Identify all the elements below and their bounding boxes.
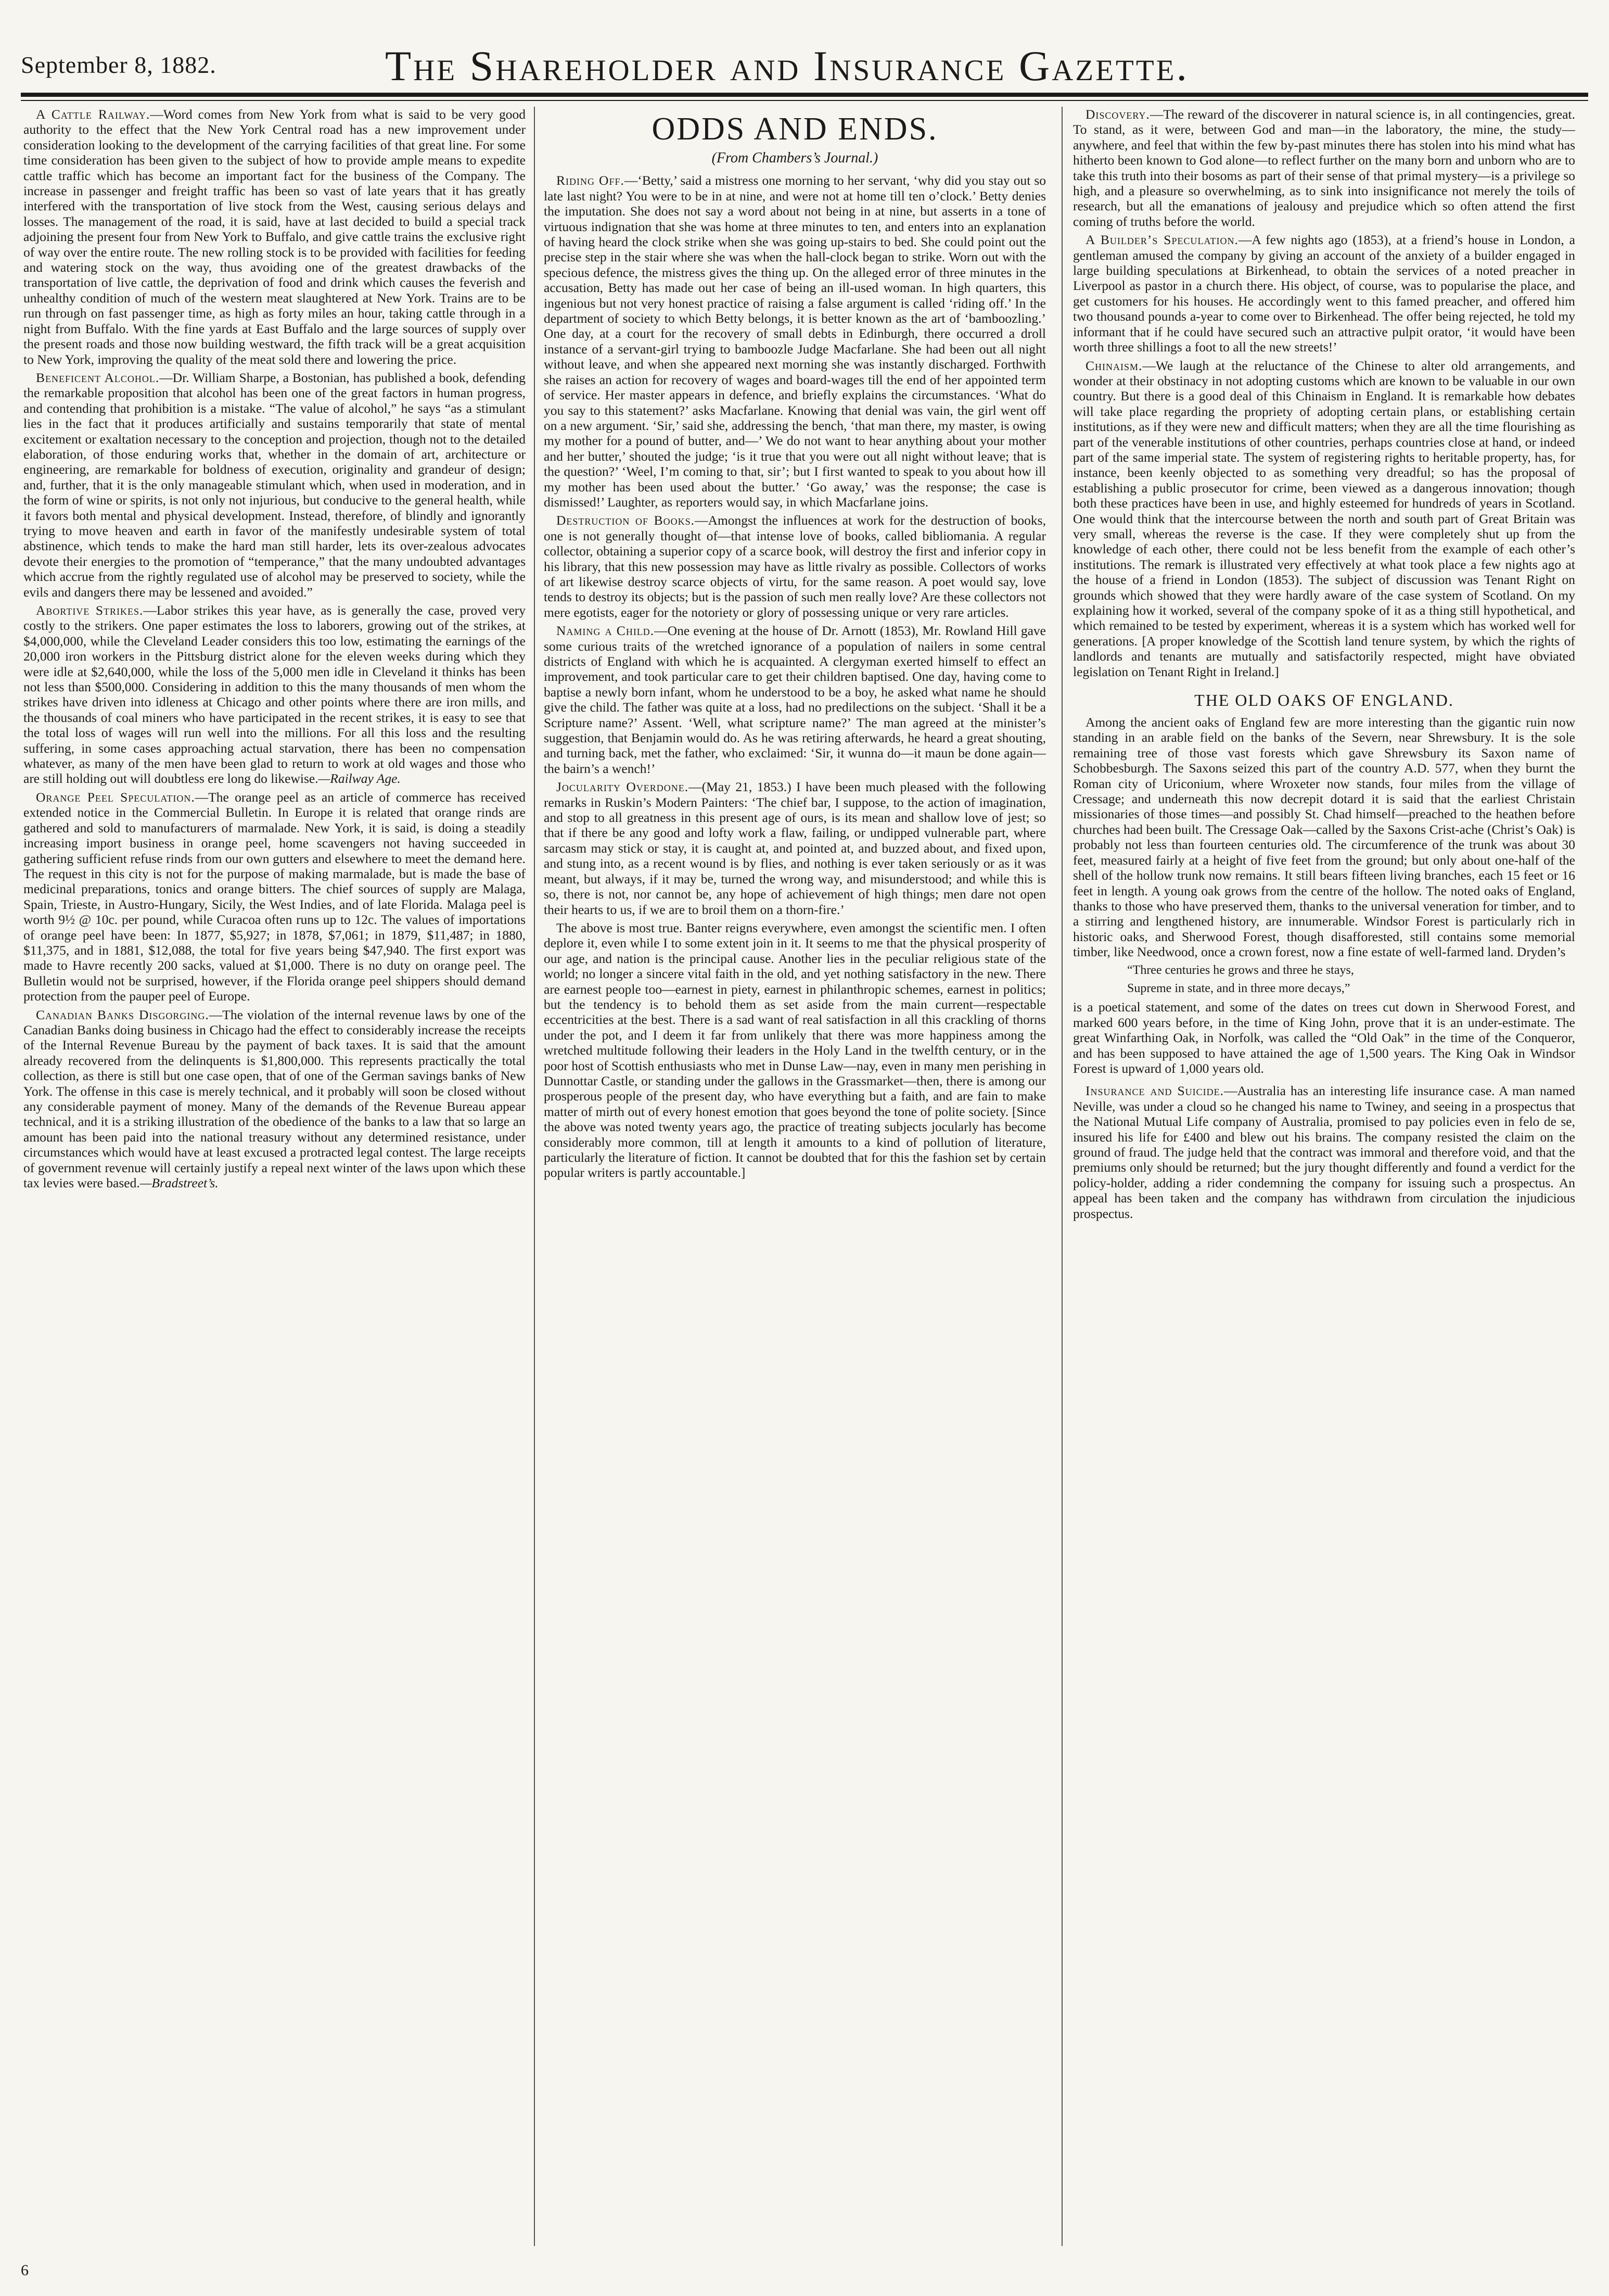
issue-date: September 8, 1882.	[21, 52, 216, 78]
oaks-heading: THE OLD OAKS OF ENGLAND.	[1194, 691, 1454, 710]
oaks-article: Among the ancient oaks of England few are more interesting than the gigantic ruin now standing in an arable field on the banks of the Severn, near Shrewsbury. It is the sole remaining tree of those vast forests which gave Shrewsbury its Saxon name of Schobbesburgh. The Saxons seized this part of the country A.D. 577, when they burnt the Roman city of Uriconium, where Wroxeter now stands, four miles from the village of Cressage; and underneath this now decrepit dotard it is said that the earliest Christain missionaries of those times—and possibly St. Chad himself—preached to the heathen before churches had been built. The Cressage Oak—called by the Saxons Crist-ache (Christ’s Oak) is probably not less than fourteen centuries old. The circumference of the trunk was about 30 feet, measured fairly at a height of five feet from the ground; but only about one-half of the shell of the hollow trunk now remains. It still bears fifteen living branches, each 15 feet or 16 feet in length. A young oak grows from the centre of the hollow. The noted oaks of England, thanks to those who have preserved them, thanks to the universal veneration for timber, and to a stirring and lengthened history, are innumerable. Windsor Forest is particularly rich in historic oaks, and Sherwood Forest, though disafforested, still contains some memorial timber, like Needwood, once a crown forest, now a fine estate of well-farmed land. Dryden’s	[1073, 715, 1575, 960]
article-body: —The reward of the discoverer in natural science is, in all contingencies, great. To stand, as it were, between God and man—in the laboratory, the mine, the study—anywhere, and feel that within the few by-past minutes there has stolen into his mind what has hitherto been known to God alone—to reflect further on the many born and unborn who are to take this truth into their bosoms as part of their sense of that primal mystery—is a privilege so high, and a pleasure so overwhelming, as to sink into insignificance not merely the toils of research, but all the emanations of jealousy and prejudice which so often attend the first coming of truths before the world.	[1073, 107, 1575, 229]
article-body: —A few nights ago (1853), at a friend’s house in London, a gentleman amused the company by giving an account of the anxiety of a builder engaged in large building speculations at Birkenhead, to obtain the services of a noted preacher in Liverpool as pastor in a church there. His object, of course, was to popularise the place, and get customers for his houses. He accordingly went to this famed preacher, and offered him two thousand pounds a-year to come over to Birkenhead. The offer being rejected, he told my informant that if he could have secured such an attractive pulpit orator, ‘it would have been worth three shillings a foot to all the new streets!’	[1073, 232, 1575, 355]
left-column	[23, 107, 526, 2246]
article-body: —Word comes from New York from what is said to be very good authority to the effect that the New York Central road has a new improvement under consideration looking to the development of the carrying facilities of that great line. For some time consideration has been given to the subject of how to provide ample means to expedite cattle traffic which has become an important fact for the business of the Company. The increase in passenger and freight traffic has been so vast of late years that it has greatly interfered with the transportation of live stock from the West, causing serious delays and losses. The management of the road, it is said, have at last decided to build a special track adjoining the present four from New York to Buffalo, and give cattle trains the exclusive right of way over the entire route. The new rolling stock is to be provided with facilities for feeding and watering stock on the way, thus avoiding one of the greatest drawbacks of the transportation of live cattle, the deprivation of food and drink which causes the feverish and unhealthy condition of much of the western meat slaughtered at New York. Trains are to be run through on fast passenger time, as high as forty miles an hour, taking cattle through in a night from Buffalo. With the fine yards at East Buffalo and the large sources of supply over the present roads and those now building westward, the fifth track will be a great acquisition to New York, improving the quality of the meat sold there and lowering the price.	[23, 107, 526, 367]
article	[544, 513, 1046, 620]
article-headline: Beneficent Alcohol.	[36, 370, 160, 385]
section-source: (From Chambers’s Journal.)	[711, 150, 878, 166]
article-headline: Orange Peel Speculation.	[36, 789, 195, 805]
folio-mark: 6	[21, 2262, 29, 2279]
article-body: —One evening at the house of Dr. Arnott (1853), Mr. Rowland Hill gave some curious traits of the wretched ignorance of a population of nailers in some central districts of England with which he is acquainted. A clergyman exerted himself to effect an improvement, and took particular care to get their children baptised. One day, having come to baptise a newly born infant, whom he understood to be a boy, he asked what name he should give the child. The father was quite at a loss, had no predilections on the subject. ‘Shall it be a Scripture name?’ Assent. ‘Well, what scripture name?’ The man agreed at the minister’s suggestion, that Benjamin would do. As he was retiring afterwards, he heard a great shouting, and turning back, met the father, who exclaimed: ‘Sir, it wunna do—it maun be done again—the bairn’s a wench!’	[544, 623, 1046, 776]
right-column	[1073, 107, 1575, 2246]
article-body: —Dr. William Sharpe, a Bostonian, has published a book, defending the remarkable proposition that alcohol has been one of the great factors in human progress, and contending that prohibition is a mistake. “The value of alcohol,” he says “as a stimulant lies in the fact that it produces artificially and sustains temporarily that state of mental excitement or exaltation necessary to the conception and projection, though not to the detailed elaboration, of those enduring works that, whether in the domain of art, architecture or engineering, are remarkable for boldness of execution, originality and grandeur of design; and, further, that it is the only manageable stimulant which, when used in moderation, and in the form of wine or spirits, is not only not injurious, but conducive to the general health, while it favors both mental and physical development. Instead, therefore, of blindly and ignorantly trying to move heaven and earth in favor of the manifestly undesirable system of total abstinence, which tends to make the hard man still harder, lets its over-zealous advocates devote their energies to the promotion of “temperance,” that the many undoubted advantages which accrue from the rightly regulated use of alcohol may be preserved to society, while the evils and dangers there may be lessened and avoided.”	[23, 370, 526, 600]
column-divider	[534, 107, 535, 2246]
article-headline: Canadian Banks Disgorging.	[36, 1007, 209, 1022]
header-rule-thick	[21, 93, 1588, 97]
article-headline: Jocularity Overdone.	[556, 779, 689, 795]
oaks-article-continued: is a poetical statement, and some of the dates on trees cut down in Sherwood Forest, and marked 600 years before, in the time of King John, prove that it is an under-estimate. The great Winfarthing Oak, in Norfolk, was called the “Old Oak” in the time of the Conqueror, and has been supposed to have attained the age of 1,500 years. The King Oak in Windsor Forest is upward of 1,000 years old.	[1073, 999, 1575, 1076]
verse-line: “Three centuries he grows and three he stays,	[1127, 963, 1354, 977]
section-heading: ODDS AND ENDS.	[652, 111, 938, 147]
article	[23, 370, 526, 600]
article-body: —Australia has an interesting life insurance case. A man named Neville, was under a cloud so he changed his name to Twiney, and seeing in a prospectus that the National Mutual Life company of Australia, promised to pay policies even in felo de se, insured his life for £400 and blew out his brains. The company resisted the claim on the ground of fraud. The judge held that the contract was immoral and therefore void, and that the premiums only should be returned; but the jury thought differently and found a verdict for the policy-holder, adding a rider condemning the company for issuing such a prospectus. An appeal has been taken and the company has withdrawn from circulation the injudicious prospectus.	[1073, 1083, 1575, 1221]
article-body: —(May 21, 1853.) I have been much pleased with the following remarks in Ruskin’s Modern Painters: ‘The chief bar, I suppose, to the action of imagination, and stop to all greatness in this present age of ours, is its mean and shallow love of jest; so that if there be any good and lofty work a flaw, failing, or undipped vulnerable part, where sarcasm may stick or stay, it is caught at, and pointed at, and buzzed about, and fixed upon, and stung into, as a recent wound is by flies, and nothing is ever taken seriously or as it was meant, but always, if it may be, turned the wrong way, and misunderstood; and while this is so, there is not, nor cannot be, any hope of achievement of high things; men dare not open their hearts to us, if we are to broil them on a thorn-fire.’	[544, 779, 1046, 917]
masthead	[21, 42, 1588, 99]
header-rule-thin	[21, 100, 1588, 101]
article-body: The above is most true. Banter reigns everywhere, even amongst the scientific men. I often deplore it, even while I to some extent join in it. It seems to me that the physical prosperity of our age, and nation is the principal cause. Another lies in the peculiar religious state of the world; no longer a sincere vital faith in the old, and yet nothing satisfactory in the new. There are earnest people too—earnest in piety, earnest in philanthropic schemes, earnest in politics; but the tendency is to behold them as set aside from the main current—respectable eccentricities at the best. There is a sad want of real satisfaction in all this crackling of thorns under the pot, and I deem it far from unlikely that there was more happiness among the wretched multitude following their leaders in the Holy Land in the twelfth century, or in the poor host of Scottish enthusiasts who met in Dunse Law—nay, even in many men perishing in Dunnottar Castle, or standing under the gallows in the Grassmarket—then, there is among our prosperous people of the present day, who have everything but a faith, and are fain to make matter of mirth out of every honest emotion that goes beyond the tone of polite society. [Since the above was noted twenty years ago, the practice of treating subjects jocularly has become considerably more common, till at length it amounts to a kind of pollution of literature, particularly the literature of fiction. It cannot be doubted that for this the fashion set by certain popular writers is partly accountable.]	[544, 920, 1046, 1181]
article-headline: Naming a Child.	[556, 623, 655, 639]
article	[1073, 107, 1575, 229]
article-body: —The orange peel as an article of commerce has received extended notice in the Commercial Bulletin. In Europe it is related that orange rinds are gathered and sold to manufacturers of marmalade. New York, it is said, is doing a steadily increasing import business in orange peel, home scavengers not having succeeded in gathering sufficient refuse rinds from our own gutters and elsewhere to meet the demand here. The request in this city is not for the purpose of making marmalade, but is made the base of medicinal preparations, tonics and orange bitters. The chief sources of supply are Malaga, Spain, Trieste, in Austro-Hungary, Sicily, the West Indies, and of late Florida. Malaga peel is worth 9½ @ 10c. per pound, while Curacoa often runs up to 12c. The values of importations of orange peel have been: In 1877, $5,927; in 1878, $7,061; in 1879, $11,487; in 1880, $11,375, and in 1881, $12,088, the total for five years being $47,940. The first export was made to Havre recently 200 sacks, valued at $1,000. There is no duty on orange peel. The Bulletin would not be surprised, however, if the Florida orange peel shippers should demand protection from the pauper peel of Europe.	[23, 789, 526, 1004]
article	[544, 173, 1046, 510]
article	[23, 603, 526, 787]
article-body: —Labor strikes this year have, as is generally the case, proved very costly to the strikers. One paper estimates the loss to laborers, growing out of the strikes, at $4,000,000, while the Cleveland Leader considers this too low, estimating the earnings of the 20,000 iron workers in the Pittsburg district alone for the eleven weeks during which they were idle at $2,640,000, while the loss of the 5,000 men idle in Cleveland it thinks has been not less than $500,000. Considering in addition to this the many thousands of men whom the strikes have driven into idleness at Chicago and other points where there are iron mills, and the thousands of coal miners who have participated in the recent strikes, it is easy to see that the total loss of wages will run well into the millions. For all this loss and the resulting suffering, in some cases approaching actual starvation, there has been no compensation whatever, as many of the men have been glad to return to work at old wages and those who are still holding out will doubtless ere long do likewise.	[23, 603, 526, 787]
article-headline: Chinaism.	[1086, 358, 1143, 373]
middle-column	[544, 107, 1046, 2246]
article	[544, 779, 1046, 917]
article-headline: Insurance and Suicide.	[1086, 1083, 1224, 1099]
verse-line: Supreme in state, and in three more decays,”	[1127, 981, 1350, 995]
article-body: —We laugh at the reluctance of the Chinese to alter old arrangements, and wonder at their obstinacy in not adopting customs which are known to be valuable in our own country. But there is a good deal of this Chinaism in England. It is remarkable how debates will take place regarding the propriety of adopting certain plans, or establishing certain institutions, as if they were new and difficult matters; when they are all the time flourishing as part of the venerable institutions of other countries, perhaps countries close at hand, or indeed part of the same imperial state. The system of registering rights to heritable property, has, for instance, been keenly objected to as something very dreadful; so has the proposal of establishing a public prosecutor for crime, been viewed as a dangerous innovation; though both these practices have been in use, and highly esteemed for hundreds of years in Scotland. One would think that the intercourse between the north and south part of Great Britain was very small, whereas the reverse is the case. If they were completely shut up from the knowledge of each other, there could not be less benefit from the example of each other’s institutions. The remark is illustrated very effectively at what took place a few nights ago at the house of a friend in London (1853). The subject of discussion was Tenant Right on grounds which showed that they were hardly aware of the case system of Scotland. On my explaining how it worked, several of the company spoke of it as a thing still hypothetical, and which remained to be tested by experiment, whereas it is a system which has worked well for generations. [A proper knowledge of the Scottish land tenure system, by which the rights of landlords and tenants are mutually and satisfactorily respected, might have obviated legislation on Tenant Right in Ireland.]	[1073, 358, 1575, 679]
article	[544, 623, 1046, 776]
article-body: —The violation of the internal revenue laws by one of the Canadian Banks doing business in Chicago had the effect to considerably increase the receipts of the Internal Revenue Bureau by the payment of back taxes. It is said that the amount already recovered from the delinquents is $1,800,000. This represents practically the total collection, as there is still but one case open, that of one of the German savings banks of New York. The offense in this case is merely technical, and it probably will soon be closed without any considerable payment of money. Many of the demands of the Revenue Bureau appear technical, and it is a striking illustration of the obedience of the banks to a law that so large an amount has been paid into the national treasury without any determined resistance, under circumstances which would have at least excused a protracted legal contest. The large receipts of government revenue will certainly justify a repeal next winter of the laws upon which these tax levies were based.	[23, 1007, 526, 1191]
column-divider	[1062, 107, 1063, 2246]
article-headline: Riding Off.	[556, 173, 624, 188]
article	[544, 920, 1046, 1181]
article-source: —Bradstreet’s.	[139, 1175, 219, 1191]
newspaper-title: The Shareholder and Insurance Gazette.	[385, 42, 1189, 90]
article	[1073, 358, 1575, 680]
article	[23, 107, 526, 367]
article	[23, 1007, 526, 1191]
article	[1073, 1083, 1575, 1221]
article-headline: A Builder’s Speculation.	[1086, 232, 1238, 248]
article-source: —Railway Age.	[318, 771, 401, 787]
article-headline: Abortive Strikes.	[36, 603, 144, 618]
article	[23, 790, 526, 1004]
article-body: —‘Betty,’ said a mistress one morning to her servant, ‘why did you stay out so late last night? You were to be in at nine, and were not at home till ten o’clock.’ Betty denies the imputation. She does not say a word about not being in at nine, but asserts in a tone of virtuous indignation that she was home at three minutes to ten, and enters into an explanation of having heard the clock strike when she was going up-stairs to bed. She could point out the precise step in the stair where she was when the hall-clock began to strike. Worn out with the specious defence, the mistress gives the thing up. On the alleged error of three minutes in the accusation, Betty has made out her case of being an ill-used woman. In high quarters, this ingenious but not very honest practice of raising a false argument is called ‘riding off.’ In the department of society to which Betty belongs, it is better known as the art of ‘bamboozling.’ One day, at a court for the recovery of small debts in Edinburgh, there occurred a droll instance of a servant-girl trying to bamboozle Judge Macfarlane. She had been out all night without leave, and when she appeared next morning she was instantly discharged. Forthwith she raises an action for recovery of wages and board-wages till the end of her appointed term of service. Her master appears in defence, and briefly explains the circumstances. ‘What do you say to this statement?’ asks Macfarlane. Knowing that denial was vain, the girl went off on a new argument. ‘Sir,’ said she, addressing the bench, ‘that man there, my master, is owing my mother for a pound of butter, and—’ We do not want to hear anything about your mother and her butter,’ shouted the judge; ‘is it true that you were out all night without leave; that is the question?’ ‘Weel, I’m coming to that, sir’; but I first wanted to speak to you about how ill my mother has been used about the butter.’ ‘Go away,’ was the response; the case is dismissed!’ Laughter, as reporters would say, in which Macfarlane joins.	[544, 173, 1046, 510]
article-body: —Amongst the influences at work for the destruction of books, one is not generally thought of—that intense love of books, called bibliomania. A regular collector, obtaining a superior copy of a scarce book, will destroy the first and inferior copy in his library, that this new possession may have as little rivalry as possible. Collectors of works of art likewise destroy scarce objects of virtu, for the same reason. A poet would say, love tends to destroy its objects; but is the passion of such men really love? Are these collectors not mere egotists, eager for the notoriety or glory of possessing unique or very rare articles.	[544, 513, 1046, 620]
article-headline: Destruction of Books.	[556, 513, 695, 528]
article	[1073, 232, 1575, 354]
article-headline: Discovery.	[1086, 107, 1150, 122]
article-headline: A Cattle Railway.	[36, 107, 150, 122]
